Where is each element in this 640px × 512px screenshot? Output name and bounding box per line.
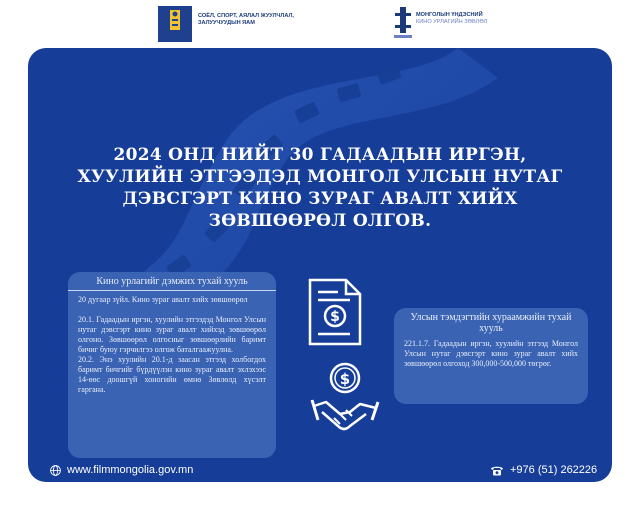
svg-text:$: $: [339, 370, 351, 388]
header: [0, 0, 640, 48]
film-law-clause-2: 20.2. Энэ хуулийн 20.1-д заасан этгээд холбогдох баримт бичгийг бүрдүүлэн кино зураг авалт эхлэхээс 14-өөс доошгүй хоногийн өмнө Зөвлөлд хүсэлт гаргана.: [78, 355, 266, 394]
center-sub: КИНО УРЛАГИЙН ЗӨВЛӨЛ: [416, 18, 488, 25]
fee-law-card: [394, 308, 588, 404]
film-law-card: [68, 272, 276, 458]
phone-text[interactable]: +976 (51) 262226: [510, 464, 598, 476]
film-law-article: 20 дугаар зүйл. Кино зураг авалт хийх зөвшөөрөл: [78, 295, 248, 304]
website-link[interactable]: [50, 464, 193, 476]
headline: 2024 ОНД НИЙТ 30 ГАДААДЫН ИРГЭН, ХУУЛИЙН ЭТГЭЭДЭД МОНГОЛ УЛСЫН НУТАГ ДЭВСГЭРТ КИНО ЗУРАГ АВАЛТ ХИЙХ ЗӨВШӨӨРӨЛ ОЛГОВ.: [77, 145, 563, 231]
globe-icon: [50, 465, 61, 476]
film-council-logo-icon: [392, 5, 414, 41]
svg-text:$: $: [330, 309, 340, 325]
phone-icon: [490, 465, 504, 476]
website-text[interactable]: www.filmmongolia.gov.mn: [67, 464, 194, 476]
film-law-body: [68, 293, 276, 397]
film-council-name: [416, 12, 496, 26]
document-dollar-icon: [304, 276, 366, 348]
fee-law-body: 221.1.7. Гадаадын иргэн, хуулийн этгээд Монгол Улсын нутаг дэвсгэрт кино зураг авалт хийх зөвшөөрөл олгоход 300,000-500,000 төгрөг.: [404, 339, 578, 368]
handshake-dollar-icon: [310, 362, 380, 436]
film-law-clause-1: 20.1. Гадаадын иргэн, хуулийн этгээдэд Монгол Улсын нутаг дэвсгэрт кино зураг авалт хийхэд зөвшөөрөл олгоно. Зөвшөөрөл олгосныг зөвшөөрлийн баримт бичиг буюу гэрчилгээ олгож баталгаажуулна.: [78, 315, 266, 354]
main-panel: [28, 48, 612, 482]
phone-contact[interactable]: [490, 464, 597, 476]
film-law-title: Кино урлагийг дэмжих тухай хууль: [68, 272, 276, 291]
ministry-name: СОЁЛ, СПОРТ, АЯЛАЛ ЖУУЛЧЛАЛ, ЗАЛУУЧУУДЫН ЯАМ: [198, 13, 294, 26]
center-name: МОНГОЛЫН ҮНДЭСНИЙ: [416, 12, 483, 18]
soyombo-emblem-icon: [158, 6, 192, 42]
fee-law-title: Улсын тэмдэгтийн хураамжийн тухай хууль: [410, 312, 572, 334]
